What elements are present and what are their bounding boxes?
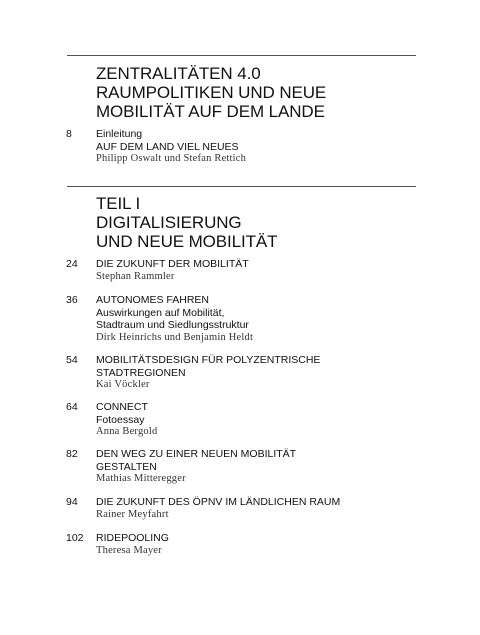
entry-subtitle: Stadtraum und Siedlungsstruktur	[96, 319, 249, 331]
entry-author: Philipp Oswalt und Stefan Rettich	[96, 153, 247, 164]
page-number: 64	[66, 401, 78, 413]
book-title-line: RAUMPOLITIKEN UND NEUE	[96, 83, 327, 102]
entry-title: DIE ZUKUNFT DES ÖPNV IM LÄNDLICHEN RAUM	[96, 496, 341, 508]
entry-author: Dirk Heinrichs und Benjamin Heldt	[96, 331, 254, 343]
top-divider	[67, 55, 416, 56]
entry-title: AUF DEM LAND VIEL NEUES	[96, 140, 239, 153]
entry-author: Rainer Meyfahrt	[96, 508, 169, 520]
entry-title: RIDEPOOLING	[96, 532, 169, 544]
page-number: 36	[66, 294, 78, 306]
page-number: 54	[66, 354, 78, 366]
page-number: 24	[66, 258, 78, 270]
entry-author: Mathias Mitteregger	[96, 473, 186, 484]
entry-author: Stephan Rammler	[96, 270, 175, 282]
entry-title: MOBILITÄTSDESIGN FÜR POLYZENTRISCHE	[96, 354, 321, 366]
part-title-line: UND NEUE MOBILITÄT	[96, 232, 278, 251]
entry-title: STADTREGIONEN	[96, 366, 186, 379]
entry-title: CONNECT	[96, 401, 148, 413]
page-number: 8	[66, 128, 72, 140]
part-title-line: DIGITALISIERUNG	[96, 213, 242, 232]
page-number: 102	[66, 532, 84, 544]
entry-author: Theresa Mayer	[96, 544, 162, 556]
entry-author: Kai Vöckler	[96, 379, 150, 390]
page-number: 82	[66, 448, 78, 460]
part-title-line: TEIL I	[96, 194, 141, 213]
page-number: 94	[66, 496, 78, 508]
entry-author: Anna Bergold	[96, 426, 158, 437]
entry-subtitle: Fotoessay	[96, 413, 145, 426]
section-divider	[67, 186, 416, 187]
book-title-line: MOBILITÄT AUF DEM LANDE	[96, 102, 325, 121]
book-title	[96, 64, 326, 121]
entry-title: DIE ZUKUNFT DER MOBILITÄT	[96, 258, 249, 270]
entry-subtitle: Auswirkungen auf Mobilität,	[96, 306, 225, 319]
entry-title: DEN WEG ZU EINER NEUEN MOBILITÄT	[96, 448, 297, 460]
entry-label: Einleitung	[96, 128, 143, 140]
entry-title: GESTALTEN	[96, 460, 157, 473]
part-title	[96, 194, 277, 251]
book-title-line: ZENTRALITÄTEN 4.0	[96, 64, 261, 83]
entry-title: AUTONOMES FAHREN	[96, 294, 209, 306]
